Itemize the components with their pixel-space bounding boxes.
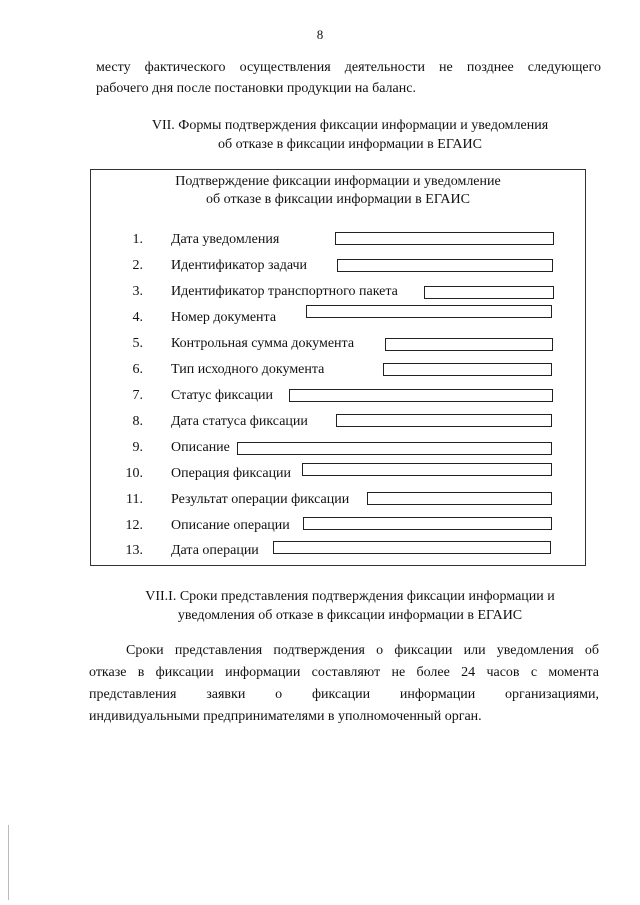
- row-label: Описание операции: [171, 518, 290, 533]
- operation-date-field[interactable]: [273, 541, 551, 554]
- form-row-fixation-status-date: [91, 412, 585, 432]
- row-label: Контрольная сумма документа: [171, 336, 355, 351]
- row-label: Результат операции фиксации: [171, 492, 350, 507]
- form-row-operation-result: [91, 490, 585, 510]
- row-number: 4.: [132, 310, 143, 325]
- task-id-field[interactable]: [337, 259, 553, 272]
- row-label: Номер документа: [171, 310, 277, 325]
- fixation-status-date-field[interactable]: [336, 414, 552, 427]
- row-label: Идентификатор задачи: [171, 258, 308, 273]
- row-number: 10.: [125, 466, 143, 481]
- row-label: Описание: [171, 440, 230, 455]
- operation-result-field[interactable]: [367, 492, 552, 505]
- fixation-operation-field[interactable]: [302, 463, 552, 476]
- row-number: 3.: [132, 284, 143, 299]
- row-number: 1.: [132, 232, 143, 247]
- intro-paragraph: [96, 57, 601, 99]
- notification-date-field[interactable]: [335, 232, 554, 245]
- row-label: Тип исходного документа: [171, 362, 325, 377]
- intro-line: месту фактического осуществления деятельности не позднее следующего: [96, 60, 601, 75]
- row-number: 12.: [125, 518, 143, 533]
- form-row-fixation-operation: [91, 464, 585, 484]
- section-7-heading-line-2: об отказе в фиксации информации в ЕГАИС: [218, 137, 482, 152]
- row-number: 5.: [132, 336, 143, 351]
- form-title: [91, 173, 585, 209]
- document-number-field[interactable]: [306, 305, 552, 318]
- row-number: 7.: [132, 388, 143, 403]
- form-row-fixation-status: [91, 386, 585, 406]
- source-doc-type-field[interactable]: [383, 363, 552, 376]
- form-title-line-1: Подтверждение фиксации информации и уведомление: [175, 174, 501, 189]
- form-row-operation-description: [91, 516, 585, 536]
- row-label: Дата статуса фиксации: [171, 414, 308, 429]
- paragraph-line: представления заявки о фиксации информации организациями,: [89, 687, 599, 702]
- form-title-line-2: об отказе в фиксации информации в ЕГАИС: [206, 192, 470, 207]
- form-row-description: [91, 438, 585, 458]
- form-row-checksum: [91, 334, 585, 354]
- confirmation-form: [90, 169, 586, 566]
- transport-package-id-field[interactable]: [424, 286, 554, 299]
- operation-description-field[interactable]: [303, 517, 552, 530]
- page-number: 8: [316, 27, 324, 42]
- form-row-notification-date: [91, 230, 585, 250]
- row-number: 2.: [132, 258, 143, 273]
- row-label: Операция фиксации: [171, 466, 292, 481]
- fixation-status-field[interactable]: [289, 389, 553, 402]
- form-row-task-id: [91, 256, 585, 276]
- row-label: Дата операции: [171, 543, 259, 558]
- section-7-heading: [60, 116, 640, 154]
- row-label: Дата уведомления: [171, 232, 280, 247]
- form-row-transport-package-id: [91, 282, 585, 302]
- form-row-operation-date: [91, 541, 585, 561]
- row-label: Статус фиксации: [171, 388, 274, 403]
- row-number: 8.: [132, 414, 143, 429]
- row-number: 13.: [125, 543, 143, 558]
- row-number: 6.: [132, 362, 143, 377]
- deadlines-paragraph: [89, 640, 599, 728]
- section-7-heading-line-1: VII. Формы подтверждения фиксации информации и уведомления: [151, 118, 549, 133]
- row-number: 9.: [132, 440, 143, 455]
- row-label: Идентификатор транспортного пакета: [171, 284, 398, 299]
- paragraph-line: Сроки представления подтверждения о фиксации или уведомления об: [126, 643, 599, 658]
- scan-margin-mark: [8, 825, 9, 900]
- paragraph-line: отказе в фиксации информации составляют не более 24 часов с момента: [89, 665, 599, 680]
- section-7-1-heading-line-1: VII.I. Сроки представления подтверждения фиксации информации и: [145, 589, 555, 604]
- section-7-1-heading: [60, 587, 640, 625]
- intro-line: рабочего дня после постановки продукции на баланс.: [96, 81, 416, 96]
- row-number: 11.: [126, 492, 143, 507]
- description-field[interactable]: [237, 442, 552, 455]
- form-row-source-doc-type: [91, 360, 585, 380]
- paragraph-line: индивидуальными предпринимателями в уполномоченный орган.: [89, 709, 482, 724]
- form-row-document-number: [91, 308, 585, 328]
- section-7-1-heading-line-2: уведомления об отказе в фиксации информации в ЕГАИС: [177, 608, 523, 623]
- checksum-field[interactable]: [385, 338, 553, 351]
